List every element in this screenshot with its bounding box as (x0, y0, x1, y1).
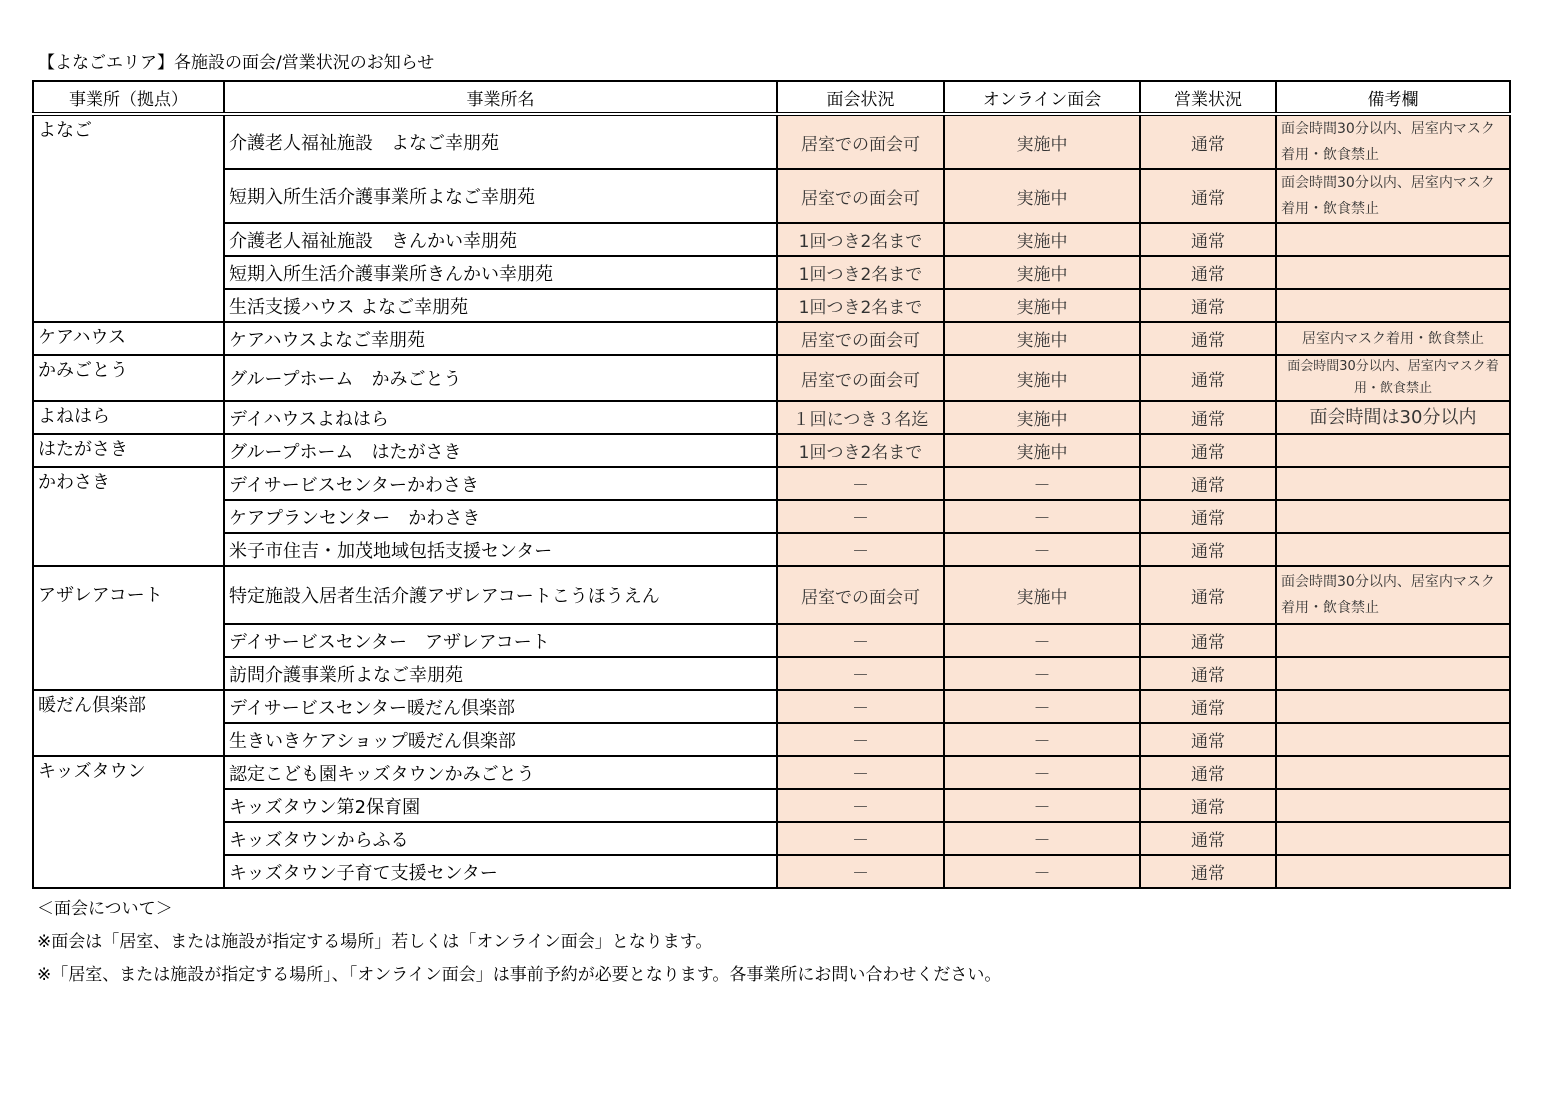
business-status-cell: 通常 (1140, 822, 1276, 855)
facility-cell: 短期入所生活介護事業所きんかい幸朋苑 (224, 256, 777, 289)
remarks-cell (1276, 756, 1510, 789)
header-business-status: 営業状況 (1140, 81, 1276, 114)
business-status-cell: 通常 (1140, 256, 1276, 289)
facility-cell: キッズタウンからふる (224, 822, 777, 855)
visit-notes-line-1: ※面会は「居室、または施設が指定する場所」若しくは「オンライン面会」となります。 (37, 932, 713, 952)
business-status-cell: 通常 (1140, 566, 1276, 624)
visit-status-cell: 居室での面会可 (777, 355, 944, 401)
facility-cell: 短期入所生活介護事業所よなご幸朋苑 (224, 169, 777, 223)
base-cell: はたがさき (33, 434, 224, 467)
visit-status-cell: 居室での面会可 (777, 169, 944, 223)
table-row (33, 256, 1510, 289)
base-cell: ケアハウス (33, 322, 224, 355)
visit-status-cell: － (777, 624, 944, 657)
visit-status-cell: 居室での面会可 (777, 322, 944, 355)
business-status-cell: 通常 (1140, 401, 1276, 434)
online-visit-cell: － (944, 500, 1140, 533)
base-cell: 暖だん倶楽部 (33, 690, 224, 756)
facility-cell: 介護老人福祉施設 きんかい幸朋苑 (224, 223, 777, 256)
remarks-cell (1276, 723, 1510, 756)
table-row (33, 467, 1510, 500)
business-status-cell: 通常 (1140, 434, 1276, 467)
remarks-cell (1276, 789, 1510, 822)
visit-notes-heading: ＜面会について＞ (37, 899, 173, 919)
online-visit-cell: － (944, 855, 1140, 888)
business-status-cell: 通常 (1140, 789, 1276, 822)
visit-status-cell: 居室での面会可 (777, 566, 944, 624)
visit-status-cell: － (777, 500, 944, 533)
table-row (33, 401, 1510, 434)
business-status-cell: 通常 (1140, 690, 1276, 723)
facility-cell: キッズタウン第2保育園 (224, 789, 777, 822)
online-visit-cell: － (944, 690, 1140, 723)
online-visit-cell: 実施中 (944, 434, 1140, 467)
remarks-cell (1276, 223, 1510, 256)
table-row (33, 657, 1510, 690)
business-status-cell: 通常 (1140, 624, 1276, 657)
online-visit-cell: － (944, 657, 1140, 690)
remarks-cell (1276, 533, 1510, 566)
online-visit-cell: 実施中 (944, 322, 1140, 355)
header-online-visit: オンライン面会 (944, 81, 1140, 114)
online-visit-cell: 実施中 (944, 355, 1140, 401)
visit-status-cell: － (777, 789, 944, 822)
remarks-cell: 面会時間は30分以内 (1276, 401, 1510, 434)
online-visit-cell: 実施中 (944, 223, 1140, 256)
visit-status-cell: － (777, 533, 944, 566)
facility-status-table (32, 80, 1511, 889)
base-cell: かみごとう (33, 355, 224, 401)
document-title: 【よなごエリア】各施設の面会/営業状況のお知らせ (38, 53, 435, 73)
remarks-cell (1276, 855, 1510, 888)
facility-cell: デイハウスよねはら (224, 401, 777, 434)
facility-cell: 認定こども園キッズタウンかみごとう (224, 756, 777, 789)
remarks-cell (1276, 822, 1510, 855)
table-row (33, 322, 1510, 355)
visit-status-cell: － (777, 756, 944, 789)
visit-status-cell: － (777, 822, 944, 855)
facility-cell: ケアハウスよなご幸朋苑 (224, 322, 777, 355)
business-status-cell: 通常 (1140, 223, 1276, 256)
online-visit-cell: 実施中 (944, 566, 1140, 624)
online-visit-cell: 実施中 (944, 256, 1140, 289)
visit-status-cell: 1回つき2名まで (777, 289, 944, 322)
facility-cell: 訪問介護事業所よなご幸朋苑 (224, 657, 777, 690)
visit-status-cell: － (777, 690, 944, 723)
remarks-cell (1276, 256, 1510, 289)
online-visit-cell: － (944, 789, 1140, 822)
facility-cell: グループホーム かみごとう (224, 355, 777, 401)
remarks-cell: 面会時間30分以内、居室内マスク着用・飲食禁止 (1276, 114, 1510, 169)
business-status-cell: 通常 (1140, 355, 1276, 401)
facility-cell: キッズタウン子育て支援センター (224, 855, 777, 888)
table-header-row (33, 81, 1510, 114)
base-cell: よなご (33, 114, 224, 322)
online-visit-cell: － (944, 822, 1140, 855)
remarks-cell (1276, 500, 1510, 533)
business-status-cell: 通常 (1140, 467, 1276, 500)
table-row (33, 756, 1510, 789)
visit-notes-line-2: ※「居室、または施設が指定する場所」、「オンライン面会」は事前予約が必要となります。各事業所にお問い合わせください。 (37, 965, 1002, 985)
online-visit-cell: 実施中 (944, 401, 1140, 434)
remarks-cell (1276, 434, 1510, 467)
online-visit-cell: 実施中 (944, 114, 1140, 169)
table-row (33, 533, 1510, 566)
business-status-cell: 通常 (1140, 657, 1276, 690)
remarks-cell: 面会時間30分以内、居室内マスク着用・飲食禁止 (1276, 566, 1510, 624)
remarks-cell (1276, 657, 1510, 690)
table-row (33, 723, 1510, 756)
business-status-cell: 通常 (1140, 289, 1276, 322)
facility-cell: ケアプランセンター かわさき (224, 500, 777, 533)
remarks-cell: 居室内マスク着用・飲食禁止 (1276, 322, 1510, 355)
base-cell: よねはら (33, 401, 224, 434)
visit-status-cell: － (777, 467, 944, 500)
online-visit-cell: － (944, 723, 1140, 756)
visit-status-cell: － (777, 723, 944, 756)
visit-notes (37, 893, 1001, 992)
table-row (33, 289, 1510, 322)
business-status-cell: 通常 (1140, 114, 1276, 169)
online-visit-cell: － (944, 467, 1140, 500)
remarks-cell (1276, 624, 1510, 657)
facility-cell: 特定施設入居者生活介護アザレアコートこうほうえん (224, 566, 777, 624)
business-status-cell: 通常 (1140, 322, 1276, 355)
online-visit-cell: 実施中 (944, 289, 1140, 322)
table-row (33, 114, 1510, 169)
business-status-cell: 通常 (1140, 855, 1276, 888)
facility-cell: デイサービスセンターかわさき (224, 467, 777, 500)
header-visit-status: 面会状況 (777, 81, 944, 114)
table-row (33, 566, 1510, 624)
remarks-cell (1276, 289, 1510, 322)
online-visit-cell: － (944, 624, 1140, 657)
facility-cell: 生活支援ハウス よなご幸朋苑 (224, 289, 777, 322)
online-visit-cell: － (944, 756, 1140, 789)
business-status-cell: 通常 (1140, 756, 1276, 789)
table-row (33, 789, 1510, 822)
visit-status-cell: 1回つき2名まで (777, 256, 944, 289)
remarks-cell: 面会時間30分以内、居室内マスク着用・飲食禁止 (1276, 355, 1510, 401)
facility-cell: 米子市住吉・加茂地域包括支援センター (224, 533, 777, 566)
online-visit-cell: 実施中 (944, 169, 1140, 223)
business-status-cell: 通常 (1140, 500, 1276, 533)
table-row (33, 355, 1510, 401)
table-row (33, 169, 1510, 223)
table-row (33, 690, 1510, 723)
base-cell: アザレアコート (33, 566, 224, 690)
visit-status-cell: 1回つき2名まで (777, 223, 944, 256)
facility-cell: 生きいきケアショップ暖だん倶楽部 (224, 723, 777, 756)
base-cell: キッズタウン (33, 756, 224, 888)
facility-cell: グループホーム はたがさき (224, 434, 777, 467)
visit-status-cell: １回につき３名迄 (777, 401, 944, 434)
facility-cell: 介護老人福祉施設 よなご幸朋苑 (224, 114, 777, 169)
business-status-cell: 通常 (1140, 723, 1276, 756)
table-row (33, 822, 1510, 855)
online-visit-cell: － (944, 533, 1140, 566)
table-row (33, 855, 1510, 888)
business-status-cell: 通常 (1140, 169, 1276, 223)
header-remarks: 備考欄 (1276, 81, 1510, 114)
base-cell: かわさき (33, 467, 224, 566)
remarks-cell (1276, 690, 1510, 723)
visit-status-cell: 1回つき2名まで (777, 434, 944, 467)
visit-status-cell: － (777, 657, 944, 690)
header-base: 事業所（拠点） (33, 81, 224, 114)
facility-cell: デイサービスセンター アザレアコート (224, 624, 777, 657)
business-status-cell: 通常 (1140, 533, 1276, 566)
table-row (33, 223, 1510, 256)
visit-status-cell: 居室での面会可 (777, 114, 944, 169)
remarks-cell: 面会時間30分以内、居室内マスク着用・飲食禁止 (1276, 169, 1510, 223)
table-row (33, 624, 1510, 657)
header-facility: 事業所名 (224, 81, 777, 114)
remarks-cell (1276, 467, 1510, 500)
table-row (33, 434, 1510, 467)
facility-cell: デイサービスセンター暖だん倶楽部 (224, 690, 777, 723)
visit-status-cell: － (777, 855, 944, 888)
table-row (33, 500, 1510, 533)
